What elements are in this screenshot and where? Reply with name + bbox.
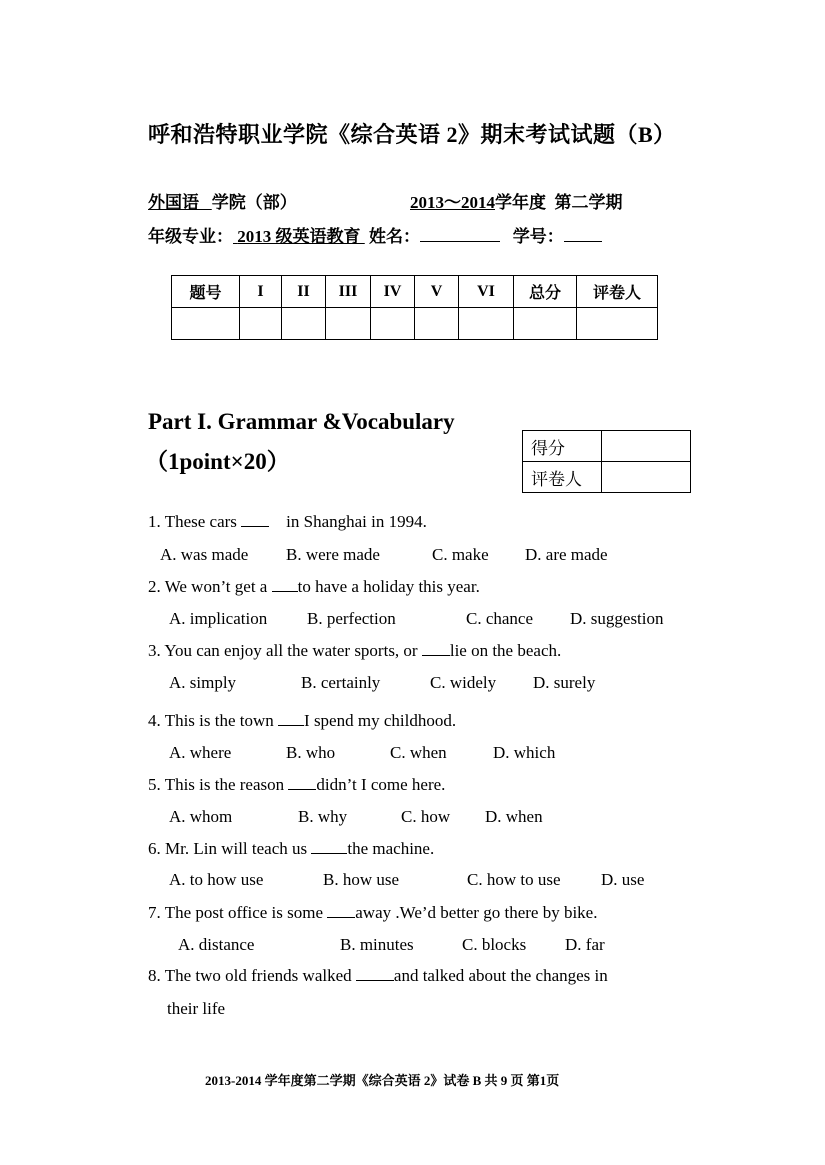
score-header-cell: I: [240, 276, 282, 308]
name-blank[interactable]: [420, 240, 500, 242]
option: C. widely: [430, 673, 497, 692]
option: D. when: [485, 807, 543, 826]
question-text: to have a holiday this year.: [297, 577, 480, 596]
grade-grader-cell[interactable]: [602, 462, 691, 493]
option: B. certainly: [301, 673, 381, 692]
college-name: 外国语: [148, 193, 199, 212]
question-text: and talked about the changes in: [393, 966, 608, 985]
page-footer: 2013-2014 学年度第二学期《综合英语 2》试卷 B 共 9 页 第1页: [205, 1073, 560, 1088]
question-text: in Shanghai in 1994.: [286, 512, 427, 531]
option: B. why: [298, 807, 348, 826]
score-cell[interactable]: [371, 308, 415, 340]
grade-score-label: 得分: [523, 431, 602, 462]
question-text: away .We’d better go there by bike.: [355, 903, 598, 922]
question-1: [148, 512, 427, 532]
answer-blank[interactable]: [422, 654, 450, 656]
question-8: [148, 966, 608, 986]
question-text: 5. This is the reason: [148, 775, 285, 794]
option: D. which: [493, 743, 556, 762]
option: C. make: [432, 545, 489, 564]
option: D. are made: [525, 545, 608, 564]
score-header-cell: III: [326, 276, 371, 308]
answer-blank[interactable]: [241, 525, 269, 527]
college-line: [148, 188, 297, 213]
option: B. minutes: [340, 935, 414, 954]
score-header-cell: VI: [459, 276, 514, 308]
option: A. where: [169, 743, 232, 762]
question-7: [148, 903, 597, 923]
question-text: lie on the beach.: [449, 641, 562, 660]
answer-blank[interactable]: [327, 916, 355, 918]
option: B. how use: [323, 870, 400, 889]
part1-points: （1point×20）: [145, 449, 290, 474]
question-text: I spend my childhood.: [304, 711, 457, 730]
answer-blank[interactable]: [356, 979, 394, 981]
question-text: the machine.: [347, 839, 435, 858]
major-label: 年级专业：: [148, 227, 233, 246]
question-text: 8. The two old friends walked: [148, 966, 352, 985]
question-4: [148, 711, 456, 731]
option: A. distance: [178, 935, 255, 954]
academic-year-suffix: 学年度: [495, 193, 546, 212]
option: A. simply: [169, 673, 237, 692]
question-text: 3. You can enjoy all the water sports, or: [148, 641, 418, 660]
question-8-continuation: their life: [167, 999, 226, 1018]
question-6: [148, 839, 434, 859]
option: C. blocks: [462, 935, 527, 954]
score-table-header-row: [172, 276, 658, 308]
score-table-value-row: [172, 308, 658, 340]
grade-score-cell[interactable]: [602, 431, 691, 462]
score-header-cell: 评卷人: [577, 276, 658, 308]
academic-year-line: [410, 188, 623, 213]
exam-title: 呼和浩特职业学院《综合英语 2》期末考试试题（B）: [148, 122, 676, 147]
score-cell[interactable]: [459, 308, 514, 340]
question-text: didn’t I come here.: [316, 775, 446, 794]
grade-grader-label: 评卷人: [523, 462, 602, 493]
option: A. to how use: [169, 870, 264, 889]
question-text: 7. The post office is some: [148, 903, 324, 922]
score-cell[interactable]: [415, 308, 459, 340]
score-cell[interactable]: [240, 308, 282, 340]
question-text: 4. This is the town: [148, 711, 274, 730]
score-table: [171, 275, 658, 340]
academic-year: 2013～2014: [410, 193, 495, 212]
college-suffix: 学院（部）: [211, 193, 297, 212]
option: C. how: [401, 807, 451, 826]
answer-blank[interactable]: [288, 788, 316, 790]
score-cell[interactable]: [282, 308, 326, 340]
option: B. perfection: [307, 609, 396, 628]
question-text: 2. We won’t get a: [148, 577, 268, 596]
option: C. when: [390, 743, 447, 762]
major-value: 2013 级英语教育: [237, 227, 361, 246]
score-cell[interactable]: [326, 308, 371, 340]
part1-title: Part I. Grammar &Vocabulary: [148, 409, 455, 434]
answer-blank[interactable]: [272, 590, 298, 592]
question-2: [148, 577, 480, 597]
name-label: 姓名：: [369, 227, 420, 246]
score-header-cell: V: [415, 276, 459, 308]
score-header-cell: II: [282, 276, 326, 308]
option: B. who: [286, 743, 336, 762]
score-header-cell: 题号: [172, 276, 240, 308]
answer-blank[interactable]: [278, 724, 304, 726]
part1-grade-box: [522, 430, 691, 493]
option: D. use: [601, 870, 645, 889]
option: C. chance: [466, 609, 534, 628]
student-info-line: [148, 222, 602, 247]
answer-blank[interactable]: [311, 852, 347, 854]
score-header-cell: IV: [371, 276, 415, 308]
question-text: 1. These cars: [148, 512, 237, 531]
option: D. suggestion: [570, 609, 664, 628]
option: D. far: [565, 935, 605, 954]
score-header-cell: 总分: [514, 276, 577, 308]
score-cell[interactable]: [514, 308, 577, 340]
option: A. was made: [160, 545, 249, 564]
score-cell[interactable]: [172, 308, 240, 340]
question-3: [148, 641, 561, 661]
option: C. how to use: [467, 870, 561, 889]
option: A. implication: [169, 609, 268, 628]
semester: 第二学期: [554, 193, 623, 212]
option: B. were made: [286, 545, 380, 564]
student-id-blank[interactable]: [564, 240, 602, 242]
question-text: 6. Mr. Lin will teach us: [148, 839, 308, 858]
question-5: [148, 775, 445, 795]
student-id-label: 学号：: [512, 227, 564, 246]
option: A. whom: [169, 807, 233, 826]
score-cell[interactable]: [577, 308, 658, 340]
option: D. surely: [533, 673, 596, 692]
